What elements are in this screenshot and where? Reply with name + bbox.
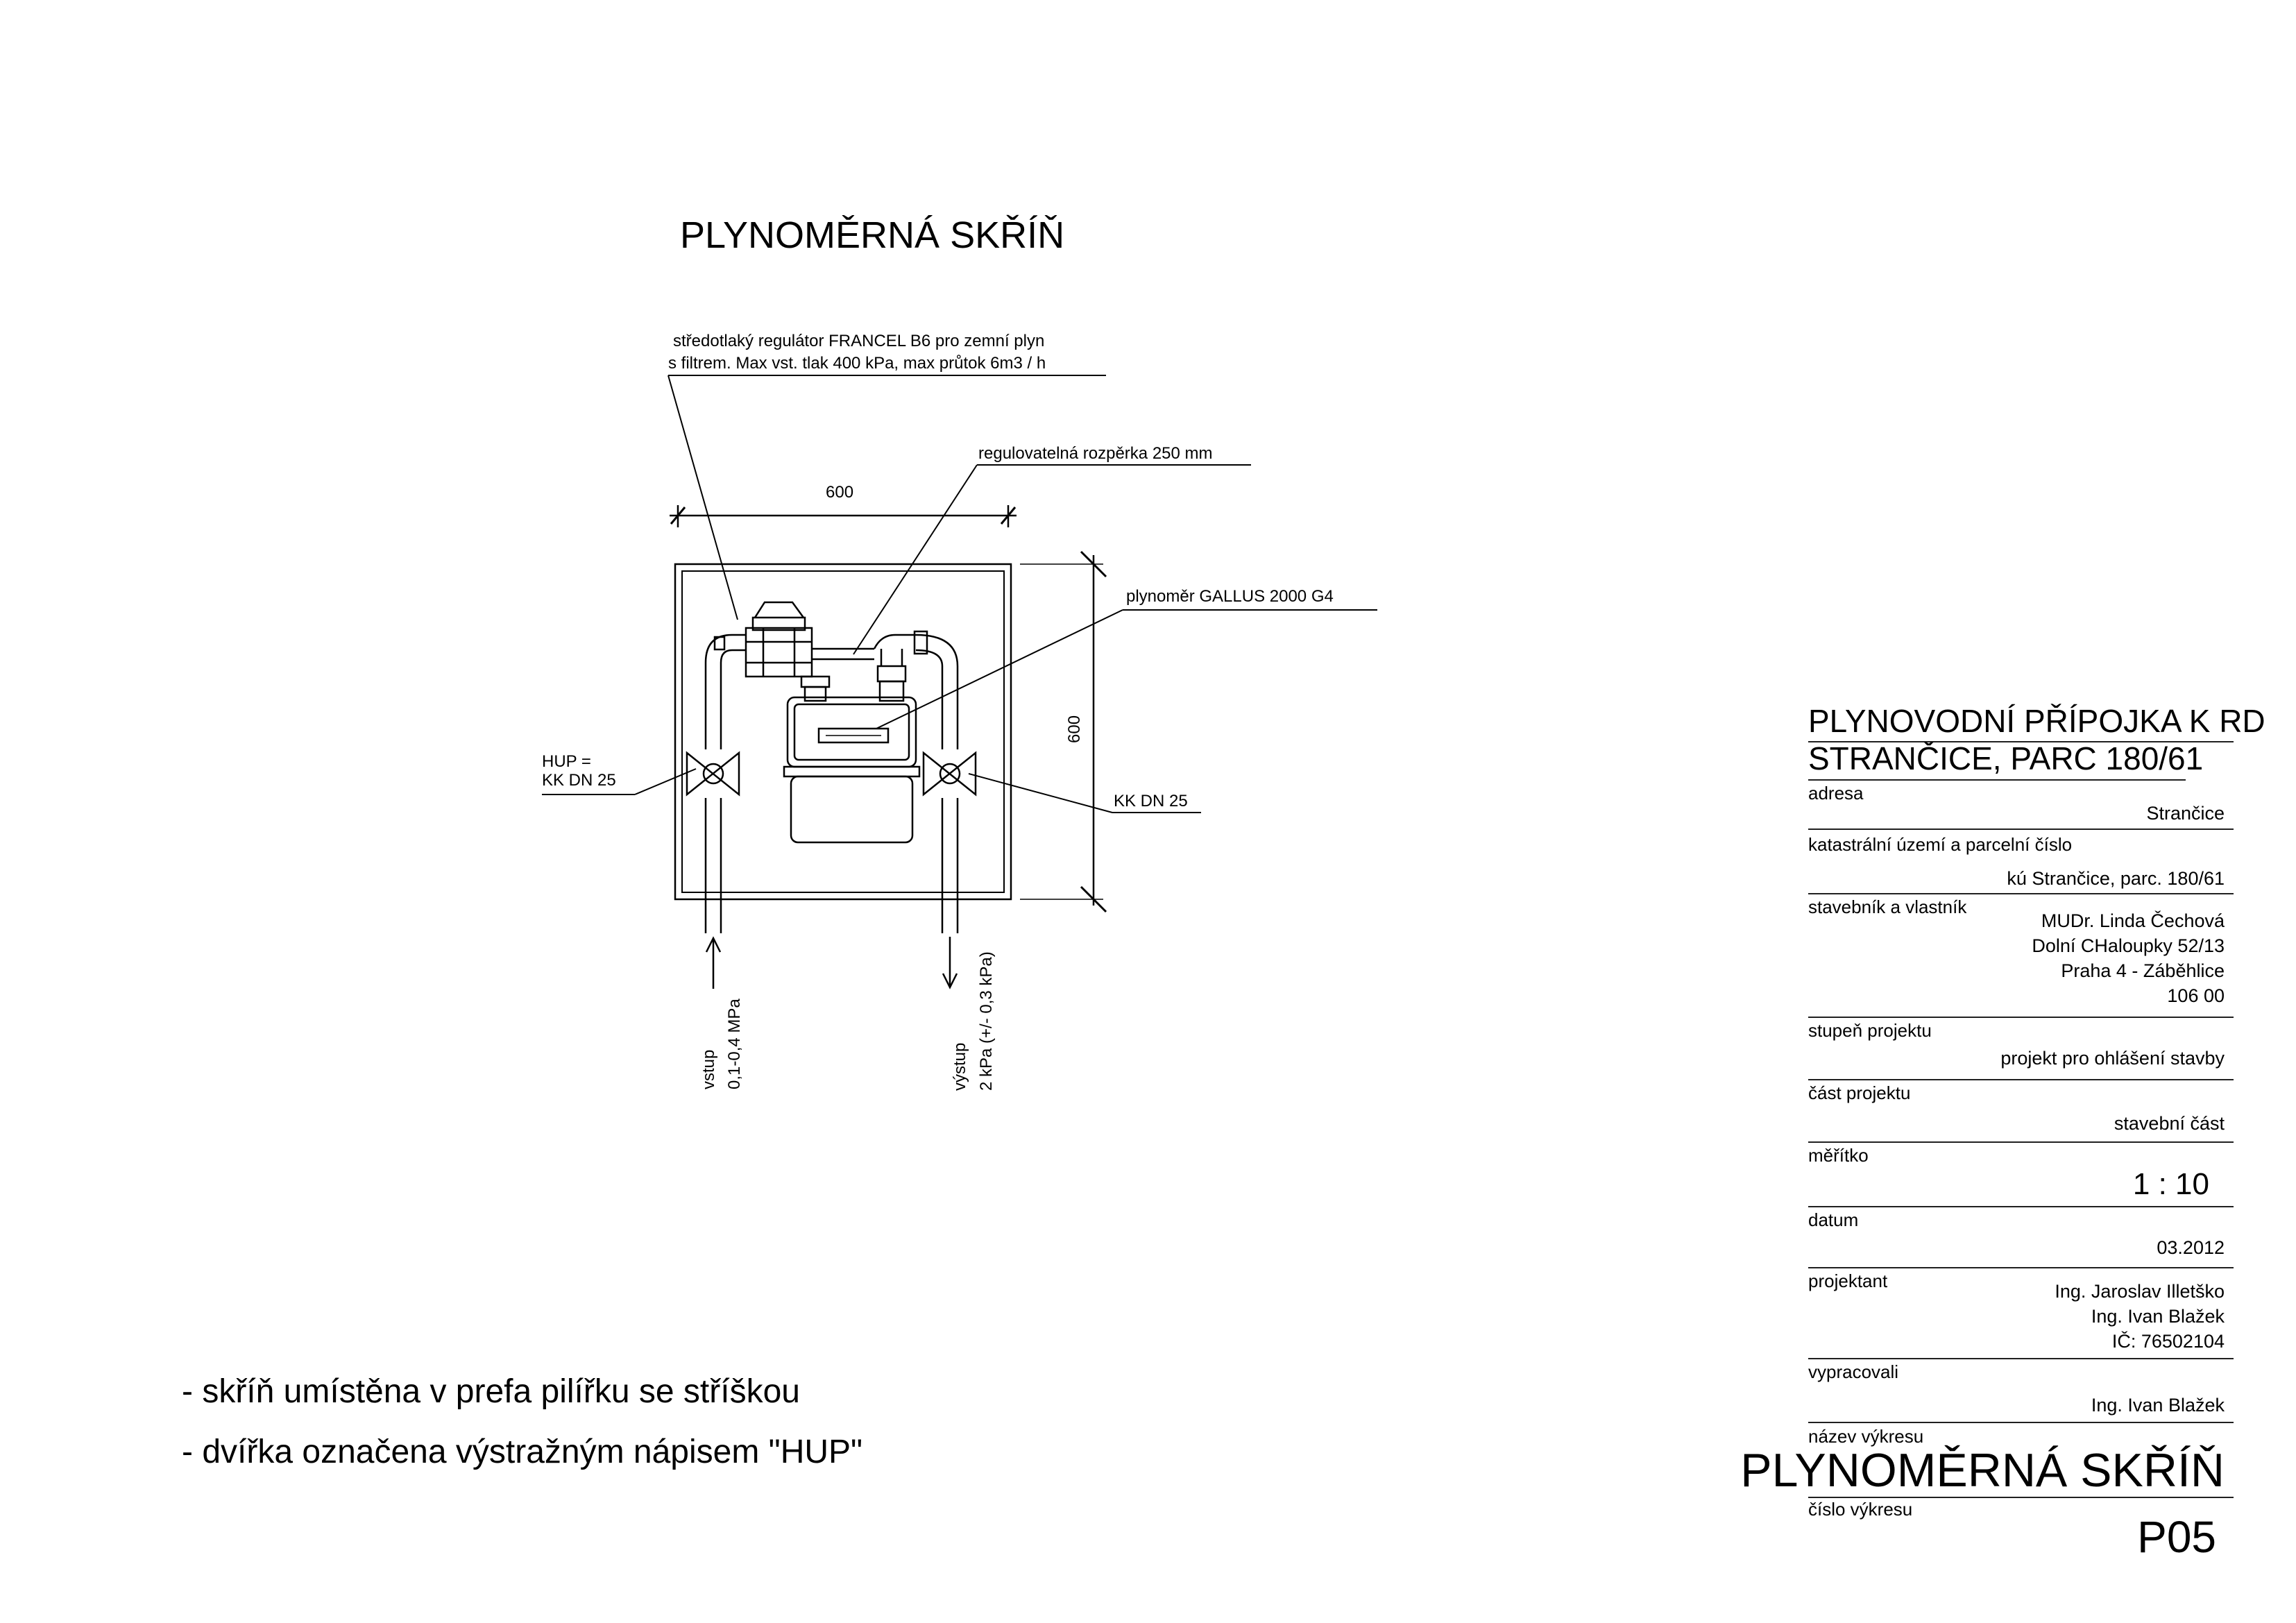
owner-line-2: Dolní CHaloupky 52/13 — [2032, 935, 2225, 956]
drawing-name-value: PLYNOMĚRNÁ SKŘÍŇ — [1740, 1444, 2225, 1497]
gas-meter-bottom — [791, 776, 912, 842]
right-valve — [924, 753, 976, 794]
designer-line-1: Ing. Jaroslav Illetško — [2055, 1281, 2225, 1302]
dim-height-label: 600 — [1065, 715, 1084, 743]
regulator-callout-line2: s filtrem. Max vst. tlak 400 kPa, max průtok 6m3 / h — [668, 354, 1046, 373]
inlet-label: vstup — [699, 1049, 718, 1089]
address-label: adresa — [1808, 783, 1864, 804]
valve-right-callout: KK DN 25 — [1114, 792, 1188, 810]
spacer-callout: regulovatelná rozpěrka 250 mm — [978, 444, 1213, 463]
owner-line-4: 106 00 — [2167, 985, 2225, 1006]
cadastre-label: katastrální území a parcelní číslo — [1808, 834, 2073, 855]
part-label: část projektu — [1808, 1082, 1911, 1103]
part-value: stavební část — [2114, 1113, 2225, 1134]
hup-callout-line2: KK DN 25 — [542, 771, 616, 790]
cabinet-inner — [682, 571, 1004, 892]
note-2: - dvířka označena výstražným nápisem "HUP" — [182, 1434, 863, 1470]
stage-value: projekt pro ohlášení stavby — [2000, 1048, 2225, 1069]
outlet-pressure: 2 kPa (+/- 0,3 kPa) — [977, 951, 996, 1091]
drawing-no-value: P05 — [2137, 1512, 2216, 1562]
date-value: 03.2012 — [2157, 1237, 2225, 1258]
designer-label: projektant — [1808, 1271, 1888, 1291]
gas-meter-top — [788, 697, 916, 767]
inlet-pressure: 0,1-0,4 MPa — [725, 999, 744, 1089]
meter-callout: plynoměr GALLUS 2000 G4 — [1126, 587, 1334, 606]
hup-callout-line1: HUP = — [542, 752, 591, 771]
designer-line-3: IČ: 76502104 — [2111, 1331, 2225, 1352]
date-label: datum — [1808, 1209, 1859, 1230]
outlet-label: výstup — [951, 1042, 969, 1091]
project-title-line2: STRANČICE, PARC 180/61 — [1808, 740, 2204, 776]
scale-label: měřítko — [1808, 1145, 1869, 1166]
owner-line-3: Praha 4 - Záběhlice — [2061, 960, 2225, 981]
cadastre-value: kú Strančice, parc. 180/61 — [2007, 868, 2225, 889]
drawing-no-label: číslo výkresu — [1808, 1499, 1913, 1520]
designer-line-2: Ing. Ivan Blažek — [2091, 1306, 2225, 1327]
drawing-name-label: název výkresu — [1808, 1426, 1924, 1447]
scale-value: 1 : 10 — [2132, 1167, 2209, 1201]
address-value: Strančice — [2146, 803, 2225, 824]
owner-label: stavebník a vlastník — [1808, 897, 1967, 917]
project-title-line1: PLYNOVODNÍ PŘÍPOJKA K RD — [1808, 703, 2265, 739]
prepared-value: Ing. Ivan Blažek — [2091, 1395, 2225, 1416]
dim-width-label: 600 — [826, 483, 854, 502]
note-1: - skříň umístěna v prefa pilířku se stříškou — [182, 1373, 800, 1410]
owner-line-1: MUDr. Linda Čechová — [2041, 910, 2225, 931]
regulator-callout-line1: středotlaký regulátor FRANCEL B6 pro zemní plyn — [673, 332, 1045, 350]
prepared-label: vypracovali — [1808, 1361, 1899, 1382]
drawing-title: PLYNOMĚRNÁ SKŘÍŇ — [680, 214, 1065, 256]
stage-label: stupeň projektu — [1808, 1020, 1932, 1041]
regulator-body — [746, 628, 812, 677]
cabinet-outer — [675, 564, 1011, 899]
left-valve — [687, 753, 739, 794]
